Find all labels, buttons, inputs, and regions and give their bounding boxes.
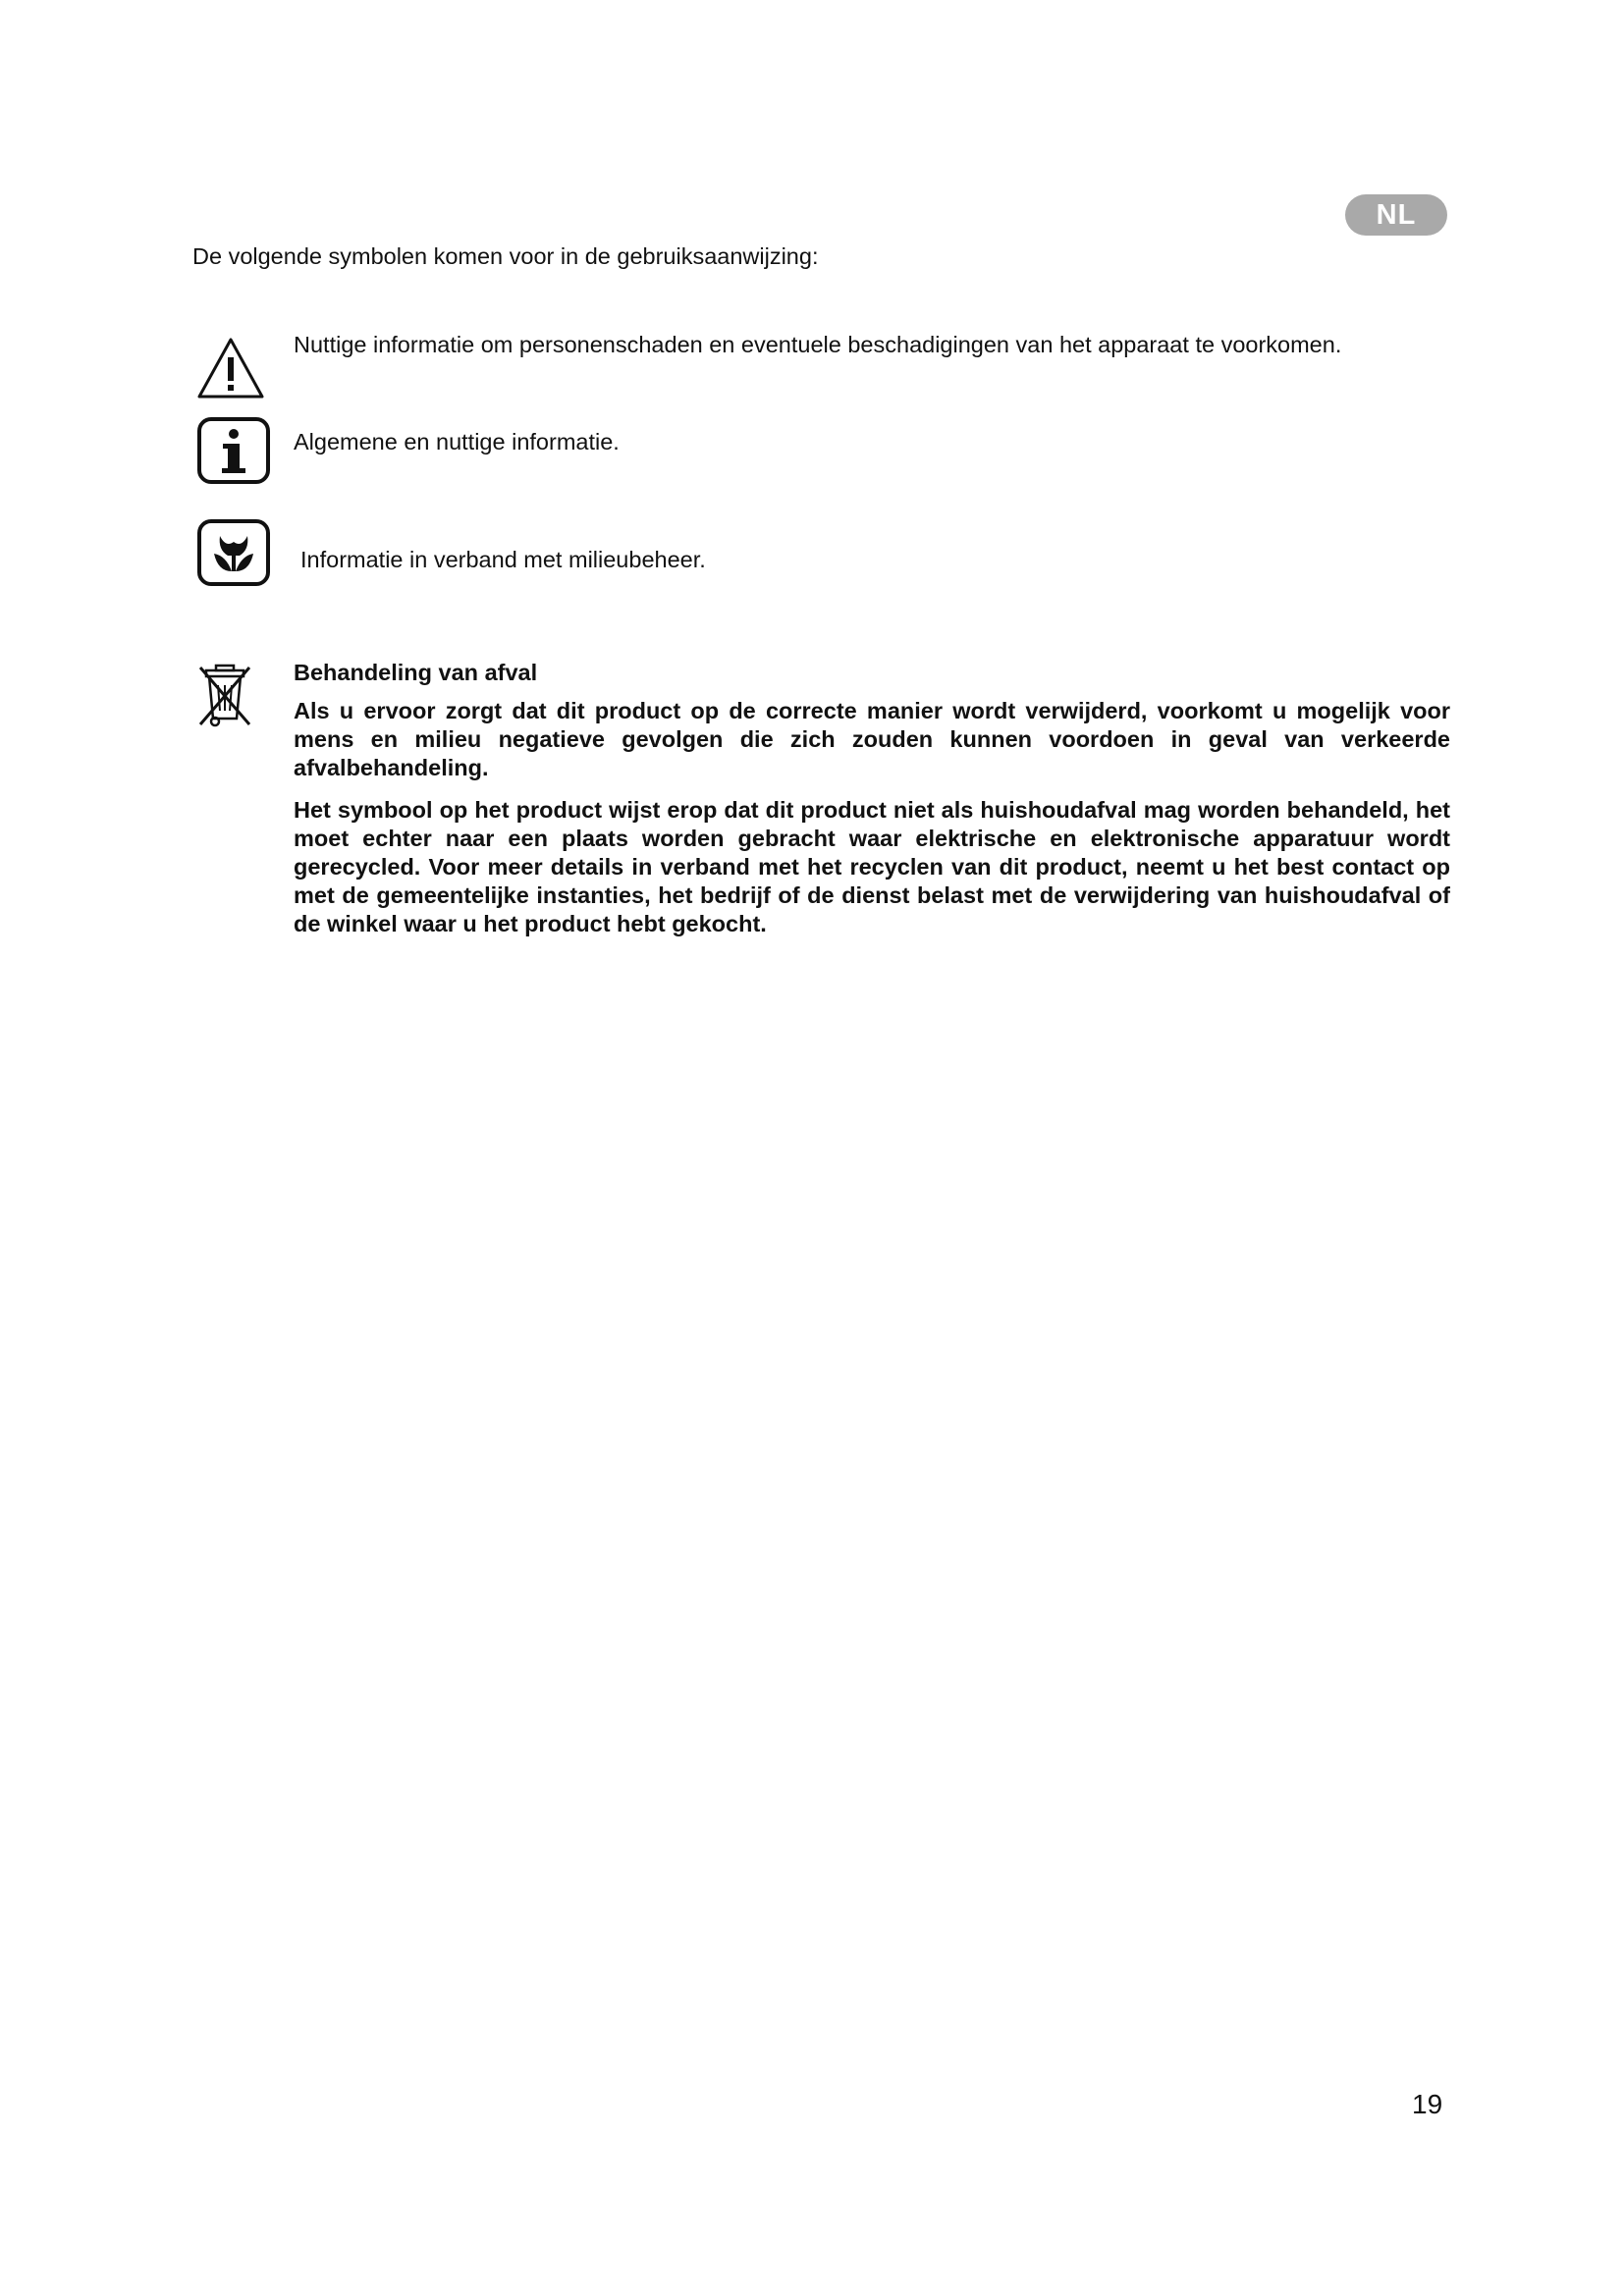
intro-text: De volgende symbolen komen voor in de gebruiksaanwijzing: [192,243,819,269]
waste-paragraph-2: Het symbool op het product wijst erop dat dit product niet als huishoudafval mag worden behandeld, het moet echter naar een plaats worden gebracht waar elektrische en elektronische apparatuur wordt gerecycled. Voor meer details in verband met het recyclen van dit product, neemt u het best contact op met de gemeentelijke instanties, het bedrijf of de dienst belast met de verwijdering van huishoudafval of de winkel waar u het product hebt gekocht. [294,797,1450,936]
page-number: 19 [1412,2089,1443,2119]
language-badge: NL [1345,194,1447,236]
symbol-text-warning: Nuttige informatie om personenschaden en eventuele beschadigingen van het apparaat te voorkomen. [294,332,1342,357]
waste-paragraph-1: Als u ervoor zorgt dat dit product op de correcte manier wordt verwijderd, voorkomt u mogelijk voor mens en milieu negatieve gevolgen die zich zouden kunnen voordoen in geval van verkeerde afvalbehandeling. [294,698,1450,780]
info-icon [196,416,271,485]
waste-section [294,658,1450,952]
crossed-bin-icon [194,662,255,730]
environment-flower-icon [196,518,271,587]
symbol-text-info: Algemene en nuttige informatie. [294,429,620,454]
warning-triangle-icon [196,336,265,400]
waste-title: Behandeling van afval [294,660,538,685]
symbol-text-environment: Informatie in verband met milieubeheer. [300,547,706,572]
